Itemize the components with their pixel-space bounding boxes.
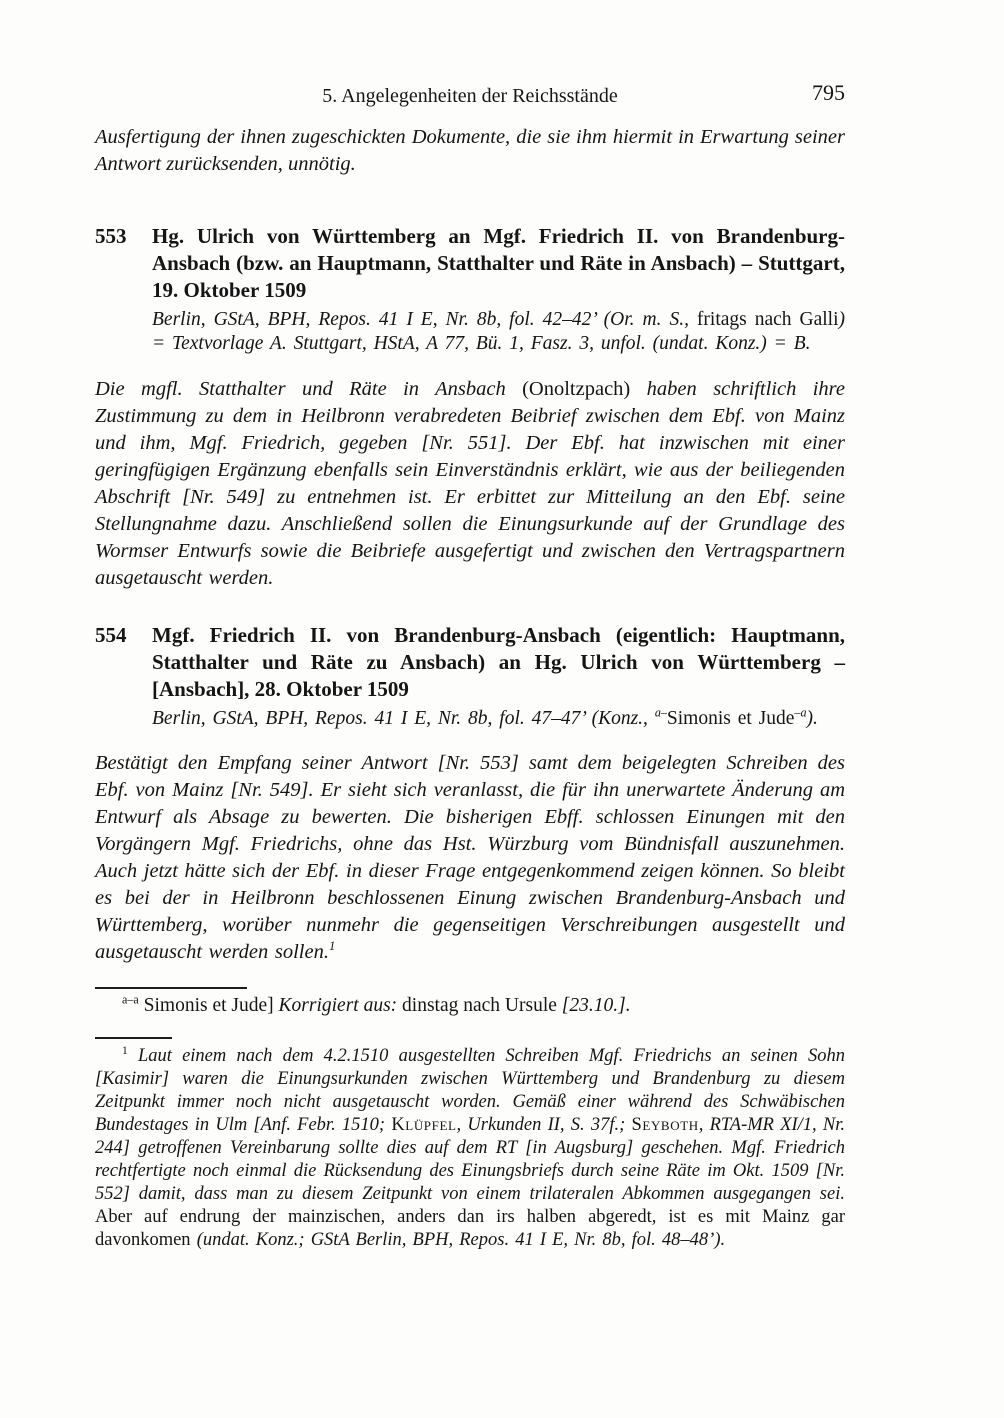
text-segment: Ausfertigung der ihnen zugeschickten Dokumente, die sie ihm hiermit in Erwartung seiner Antwort zurücksenden, unnötig. bbox=[95, 126, 845, 175]
entry-number-554: 554 bbox=[95, 622, 127, 647]
text-segment: 1 bbox=[328, 939, 336, 954]
text-segment: Simonis et Jude bbox=[666, 707, 795, 729]
text-segment bbox=[128, 1046, 138, 1066]
text-block bbox=[95, 80, 846, 1271]
entry-554 bbox=[95, 622, 845, 967]
running-head-title: 5. Angelegenheiten der Reichsstände bbox=[322, 85, 618, 107]
entry-heading-553: Hg. Ulrich von Württemberg an Mgf. Friedrich II. von Brandenburg-Ansbach (bzw. an Hauptmann, Statthalter und Räte in Ansbach) – Stuttgart, 19. Oktober 1509 bbox=[152, 224, 845, 302]
entry-summary-554 bbox=[95, 750, 845, 966]
text-segment: Die mgfl. Statthalter und Räte in Ansbach bbox=[95, 377, 523, 400]
entry-number-553: 553 bbox=[95, 224, 127, 248]
text-segment: ). bbox=[806, 707, 818, 729]
text-segment: ) = Textvorlage A. Stuttgart, HStA, A 77, Bü. 1, Fasz. 3, unfol. (undat. Konz.) = B. bbox=[152, 309, 845, 354]
entry-source-553 bbox=[152, 308, 845, 356]
running-head bbox=[95, 80, 845, 111]
text-segment: 1 bbox=[122, 1044, 128, 1057]
text-segment: (undat. Konz.; GStA Berlin, BPH, Repos. 41 I E, Nr. 8b, fol. 48–48’). bbox=[196, 1230, 726, 1250]
text-segment: Bestätigt den Empfang seiner Antwort [Nr. 553] samt dem beigelegten Schreiben des Ebf. von Mainz [Nr. 549]. Er sieht sich veranlasst, die für ihn unerwartete Änderung am Entwurf als Absage zu bewerten. Die bisherigen Ebff. schlossen Einungen mit den Vorgängern Mgf. Friedrichs, ohne das Hst. Würzburg vom Bündnisfall auszunehmen. Auch jetzt hätte sich der Ebf. in dieser Frage entgegenkommend zeigen können. So bleibt es bei der in Heilbronn beschlossenen Einung zwischen Brandenburg-Ansbach und Württemberg, worüber nunmehr die gegenseitigen Verschreibungen ausgestellt und ausgetauscht werden sollen. bbox=[95, 752, 845, 963]
text-segment: Korrigiert aus: bbox=[278, 994, 398, 1016]
text-segment: dinstag nach Ursule bbox=[397, 994, 562, 1016]
entry-heading-554: Mgf. Friedrich II. von Brandenburg-Ansbach (eigentlich: Hauptmann, Statthalter und Räte zu Ansbach) an Hg. Ulrich von Württemberg – [Ansbach], 28. Oktober 1509 bbox=[152, 622, 845, 701]
footnotes-section bbox=[95, 987, 845, 1253]
text-segment: Berlin, GStA, BPH, Repos. 41 I E, Nr. 8b, fol. 47–47’ (Konz., bbox=[152, 707, 655, 729]
commentary-footnote-1 bbox=[95, 1045, 845, 1252]
text-segment: a– bbox=[654, 705, 667, 719]
text-segment: (Onoltzpach) bbox=[522, 377, 631, 400]
text-segment: a–a bbox=[122, 992, 139, 1006]
text-segment: Simonis et Jude] bbox=[138, 994, 279, 1016]
text-segment: haben schriftlich ihre Zustimmung zu dem in Heilbronn verabredeten Beibrief zwischen dem Ebf. von Mainz und ihm, Mgf. Friedrich, gegeben [Nr. 551]. Der Ebf. hat inzwischen mit einer geringfügigen Ergänzung ebenfalls sein Einverständnis erklärt, wie aus der beiliegenden Abschrift [Nr. 549] zu entnehmen ist. Er erbittet zur Mitteilung an den Ebf. seine Stellungnahme dazu. Anschließend sollen die Einungsurkunde auf der Grundlage des Wormser Entwurfs sowie die Beibriefe ausgefertigt und zwischen den Vertragspartnern ausgetauscht werden. bbox=[95, 377, 845, 589]
apparatus-footnote bbox=[95, 994, 845, 1018]
entry-summary-553 bbox=[95, 376, 845, 592]
entry-source-554 bbox=[152, 707, 845, 731]
commentary-separator-rule bbox=[95, 1037, 172, 1039]
text-segment: Berlin, GStA, BPH, Repos. 41 I E, Nr. 8b, fol. 42–42’ (Or. m. S., bbox=[152, 309, 697, 330]
entry-553 bbox=[95, 223, 845, 592]
text-segment: Laut einem nach dem 4.2.1510 ausgestellten Schreiben Mgf. Friedrichs an seinen Sohn [Kasimir] waren die Einungsurkunden zwischen Württemberg und Brandenburg zu diesem Zeitpunkt immer noch nicht ausgetauscht worden. Gemäß einer während des Schwäbischen Bundestages in Ulm [Anf. Febr. 1510; bbox=[95, 1046, 846, 1135]
text-segment: Klüpfel bbox=[391, 1115, 457, 1135]
text-segment: Aber auf endrung der mainzischen, anders dan irs halben abgeredt, ist es mit Mainz gar davonkomen bbox=[95, 1207, 845, 1250]
text-segment: Seyboth bbox=[631, 1115, 699, 1135]
page-number: 795 bbox=[812, 80, 845, 105]
text-segment: –a bbox=[794, 705, 807, 719]
intro-paragraph bbox=[95, 124, 845, 178]
text-segment: , Urkunden II, S. 37f.; bbox=[456, 1115, 632, 1135]
apparatus-separator-rule bbox=[95, 987, 247, 989]
text-segment: , RTA-MR XI/1, Nr. 244] getroffenen Vereinbarung sollte dies auf dem RT [in Augsburg] geschehen. Mgf. Friedrich rechtfertigte noch einmal die Rücksendung des Einungsbriefs durch seine Räte im Okt. 1509 [Nr. 552] damit, dass man zu diesem Zeitpunkt von einem trilateralen Abkommen ausgegangen sei. bbox=[95, 1115, 846, 1204]
text-segment: [23.10.]. bbox=[561, 994, 631, 1016]
text-segment: fritags nach Galli bbox=[696, 309, 839, 330]
